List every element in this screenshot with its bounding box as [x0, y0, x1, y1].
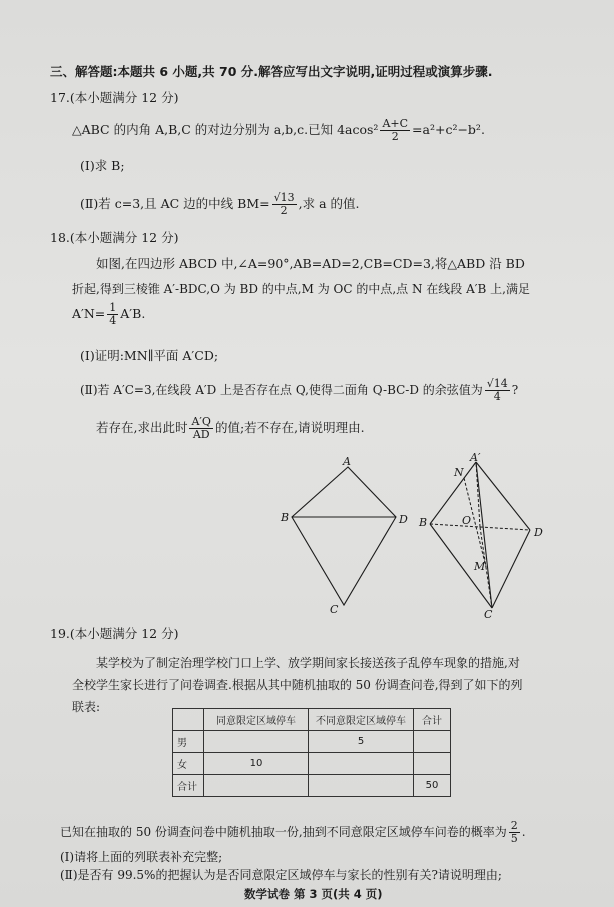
q18-part2 [80, 378, 518, 403]
q18-part2-cont [96, 416, 365, 441]
page-footer: 数学试卷 第 3 页(共 4 页) [244, 887, 383, 901]
fig2-label-n: N [454, 466, 464, 479]
fig1-label-c: C [330, 603, 339, 616]
fig2-label-b: B [419, 516, 428, 529]
q18-line2: 折起,得到三棱锥 A′-BDC,O 为 BD 的中点,M 为 OC 的中点,点 N 在线段 A′B 上,满足 [72, 282, 530, 296]
fig1-label-b: B [281, 511, 290, 524]
table-row [173, 775, 451, 797]
fig1-label-a: A [343, 455, 351, 468]
table-header-cell: 同意限定区域停车 [204, 709, 309, 731]
q18-part2-num: √14 [486, 377, 508, 390]
fig2-label-a: A′ [470, 452, 481, 464]
section-header: 三、解答题:本题共 6 小题,共 70 分.解答应写出文字说明,证明过程或演算步骤. [50, 64, 493, 79]
q17-stem [72, 118, 485, 143]
edge-dc [492, 530, 530, 608]
q17-head: 17.(本小题满分 12 分) [50, 90, 179, 105]
table-cell: 10 [204, 753, 309, 775]
q19-given-b: . [521, 825, 526, 839]
q19-given-den: 5 [510, 832, 518, 845]
q19-line1: 某学校为了制定治理学校门口上学、放学期间家长接送孩子乱停车现象的措施,对 [96, 656, 520, 670]
q19-line3: 联表: [72, 700, 101, 714]
q18-part2-c-fraction [189, 416, 212, 441]
q18-line1: 如图,在四边形 ABCD 中,∠A=90°,AB=AD=2,CB=CD=3,将△ABD 沿 BD [96, 256, 525, 271]
q18-part2-fraction [485, 378, 510, 403]
table-cell [414, 753, 451, 775]
q17-part2-a: (Ⅱ)若 c=3,且 AC 边的中线 BM= [80, 196, 270, 211]
table-cell: 男 [173, 731, 204, 753]
table-cell [204, 775, 309, 797]
table-header-cell: 不同意限定区域停车 [309, 709, 414, 731]
q17-frac-num: A+C [382, 117, 409, 130]
q19-given-fraction [509, 820, 520, 845]
fig2-label-o: O [462, 514, 472, 527]
q19-given [60, 820, 526, 845]
q18-part2-c-num: A′Q [191, 415, 211, 428]
figure-quadrilateral [280, 455, 420, 617]
q17-frac-den: 2 [391, 130, 399, 143]
q18-part1: (Ⅰ)证明:MN∥平面 A′CD; [80, 348, 219, 363]
q17-part2-fraction [272, 192, 297, 217]
q19-given-a: 已知在抽取的 50 份调查问卷中随机抽取一份,抽到不同意限定区域停车问卷的概率为 [60, 825, 507, 839]
fig2-label-m: M [474, 560, 486, 573]
table-header-row [173, 709, 451, 731]
fig2-label-c: C [484, 608, 493, 620]
q18-part2-c-den: AD [192, 428, 210, 441]
q17-fraction [380, 118, 410, 143]
table-cell [309, 753, 414, 775]
q18-part2-c-a: 若存在,求出此时 [96, 420, 188, 435]
q19-head: 19.(本小题满分 12 分) [50, 626, 179, 641]
q17-part1: (Ⅰ)求 B; [80, 158, 125, 173]
q17-stem-a: △ABC 的内角 A,B,C 的对边分别为 a,b,c.已知 4acos² [72, 122, 379, 137]
figure-tetrahedron [418, 452, 553, 620]
table-cell: 5 [309, 731, 414, 753]
q17-part2-b: ,求 a 的值. [298, 196, 360, 211]
table-cell [414, 731, 451, 753]
edge-ac [476, 462, 492, 608]
fig1-label-d: D [399, 513, 408, 526]
q18-line3 [72, 302, 145, 327]
q18-head: 18.(本小题满分 12 分) [50, 230, 179, 245]
edge-ad [476, 462, 530, 530]
quad-outline [292, 467, 396, 605]
q17-stem-b: =a²+c²−b². [412, 122, 485, 137]
q18-part2-a: (Ⅱ)若 A′C=3,在线段 A′D 上是否存在点 Q,使得二面角 Q-BC-D 的余弦值为 [80, 383, 483, 397]
table-cell: 合计 [173, 775, 204, 797]
q17-part2-den: 2 [280, 204, 288, 217]
q18-line3-b: A′B. [120, 306, 146, 321]
table-row [173, 731, 451, 753]
q18-part2-c-b: 的值;若不存在,请说明理由. [214, 420, 365, 435]
table-cell [309, 775, 414, 797]
q18-line3-fraction [107, 302, 118, 327]
q19-part2: (Ⅱ)是否有 99.5%的把握认为是否同意限定区域停车与家长的性别有关?请说明理由; [60, 868, 502, 882]
fig2-label-d: D [534, 526, 543, 539]
table-cell [204, 731, 309, 753]
q19-given-num: 2 [510, 819, 518, 832]
table-cell: 女 [173, 753, 204, 775]
q17-part2-num: √13 [273, 191, 295, 204]
q18-line3-num: 1 [109, 301, 117, 314]
table-header-cell [173, 709, 204, 731]
q17-part2 [80, 192, 359, 217]
contingency-table [172, 708, 451, 797]
q19-part1: (Ⅰ)请将上面的列联表补充完整; [60, 850, 223, 864]
table-header-cell: 合计 [414, 709, 451, 731]
q19-line2: 全校学生家长进行了问卷调查.根据从其中随机抽取的 50 份调查问卷,得到了如下的列 [72, 678, 523, 692]
table-cell: 50 [414, 775, 451, 797]
table-row [173, 753, 451, 775]
q18-part2-b: ? [511, 383, 519, 397]
q18-part2-den: 4 [493, 390, 501, 403]
q18-line3-a: A′N= [72, 306, 106, 321]
q18-line3-den: 4 [109, 314, 117, 327]
